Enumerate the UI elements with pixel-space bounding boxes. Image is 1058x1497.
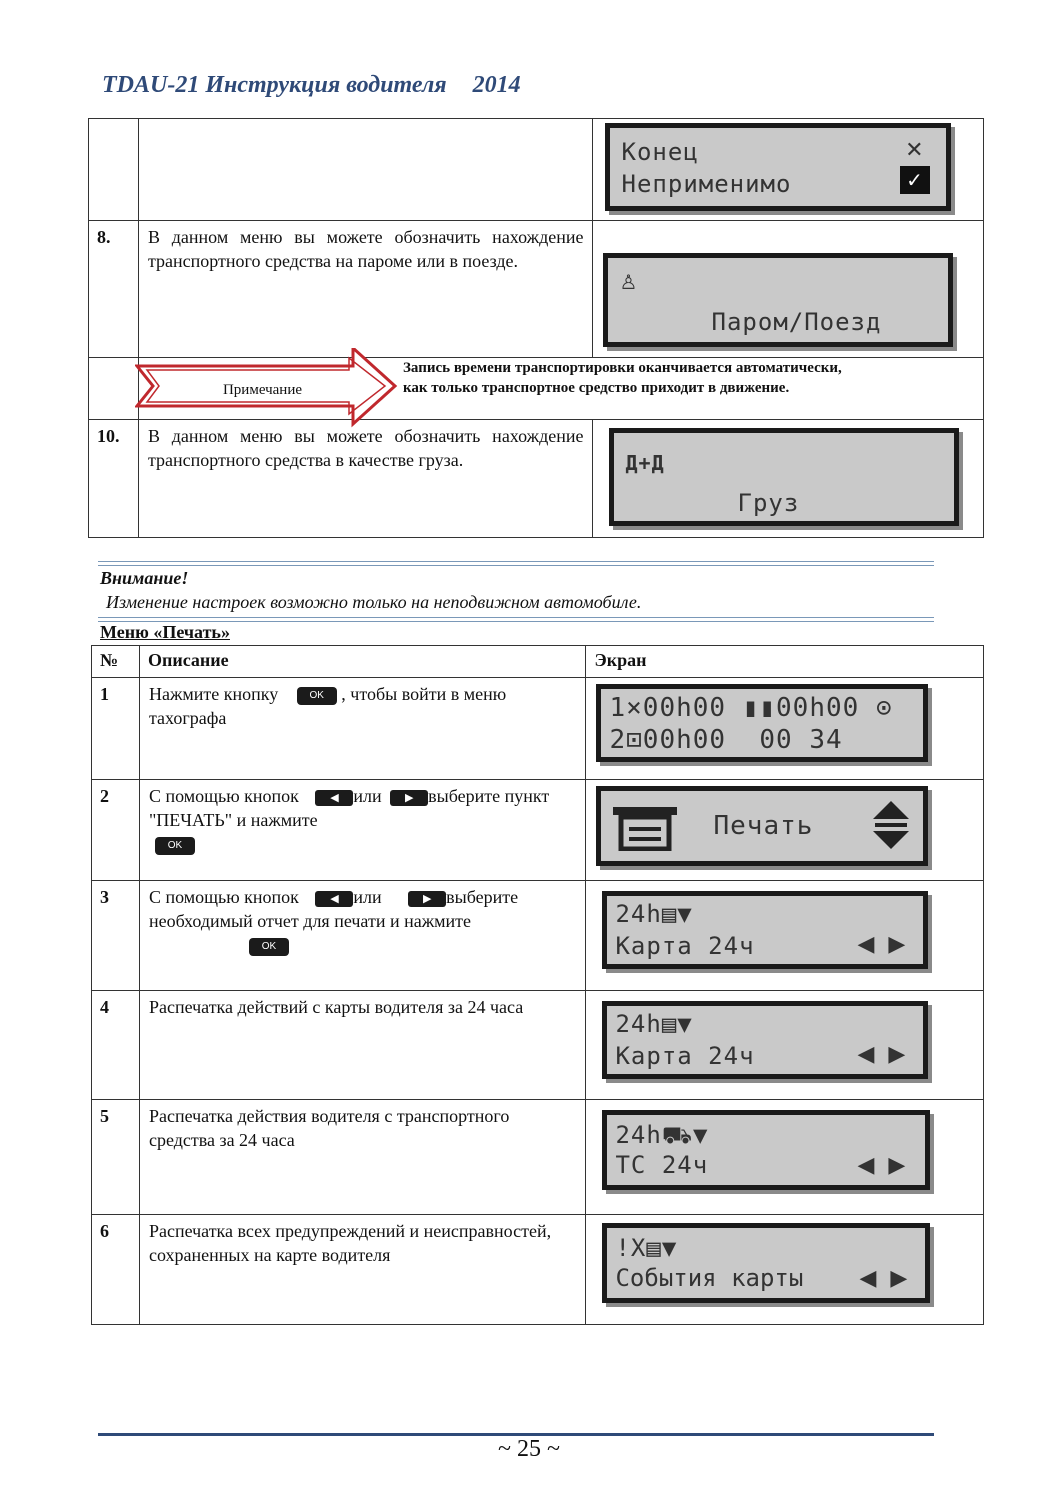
row-description: [139, 780, 586, 881]
right-arrow-button-icon: ▶: [390, 790, 428, 806]
menu-table-upper: [88, 118, 984, 538]
lcd-line-2: События карты: [615, 1264, 804, 1292]
attention-heading: Внимание!: [100, 568, 189, 588]
table-row: [92, 678, 984, 780]
lcd-line-1: 24h⛟▼: [615, 1121, 709, 1149]
row-number: 8.: [89, 221, 139, 358]
row-text: , чтобы войти в меню тахографа: [148, 684, 507, 728]
lcd-screen-card-24h: [602, 891, 928, 969]
row-text: выберите пункт "ПЕЧАТЬ" и нажмите: [148, 786, 550, 830]
row-text: Нажмите кнопку: [148, 684, 279, 704]
lcd-line-2: Карта 24ч: [615, 932, 755, 960]
row-text-or: или: [353, 786, 382, 806]
ok-button-icon: OK: [155, 837, 195, 855]
lcd-line-print: Печать: [713, 811, 814, 841]
lcd-line-1: 1⨯00h00 ▮▮00h00 ⊙: [609, 693, 893, 723]
lcd-line-1: 24h▤▼: [615, 900, 693, 928]
lcd-line-2: 2⊡00h00 00 34: [609, 725, 843, 755]
note-label: Примечание: [222, 382, 303, 398]
document-title: [102, 72, 521, 99]
row-number: 10.: [89, 420, 139, 538]
note-text: Запись времени транспортировки оканчивается автоматически, как только транспортное средство приходит в движение.: [402, 360, 842, 396]
row-text: С помощью кнопок: [148, 786, 299, 806]
table-row-note: [89, 358, 984, 420]
nav-arrows-icon: ◀▶: [857, 932, 920, 957]
header-screen: Экран: [586, 646, 984, 678]
lcd-line-1: !X▤▼: [615, 1234, 678, 1262]
document-title-text: TDAU-21 Инструкция водителя: [102, 72, 447, 98]
lcd-line-not-applicable: Неприменимо: [621, 170, 792, 198]
table-header-row: [92, 646, 984, 678]
document-year: 2014: [472, 72, 521, 98]
table-row: [92, 780, 984, 881]
row-description: [139, 881, 586, 991]
nav-arrows-icon: ◀▶: [859, 1266, 922, 1291]
nav-arrows-icon: ◀▶: [857, 1153, 920, 1178]
up-down-icon: [871, 799, 911, 851]
table-row: [89, 119, 984, 221]
row-description: Распечатка действия водителя с транспортного средства за 24 часа: [139, 1100, 586, 1215]
row-number: 4: [92, 991, 140, 1100]
row-number: 6: [92, 1215, 140, 1325]
lcd-screen-ferry-train: [603, 253, 953, 347]
right-arrow-button-icon: ▶: [408, 891, 446, 907]
checkmark-icon: ✓: [900, 166, 930, 194]
row-description: В данном меню вы можете обозначить нахождение транспортного средства на пароме или в поезде.: [138, 221, 592, 358]
row-number: 2: [92, 780, 140, 881]
lcd-screen-end-not-applicable: [605, 123, 951, 211]
printer-icon: [611, 799, 679, 851]
row-text-or: или: [353, 887, 382, 907]
table-row: [92, 881, 984, 991]
lcd-line-2: Карта 24ч: [615, 1042, 755, 1070]
table-row: [89, 221, 984, 358]
table-row: [92, 991, 984, 1100]
row-number: 1: [92, 678, 140, 780]
row-description: [139, 678, 586, 780]
header-description: Описание: [139, 646, 586, 678]
lcd-line-dd: Д+Д: [625, 451, 665, 475]
row-description: В данном меню вы можете обозначить нахождение транспортного средства в качестве груза.: [138, 420, 592, 538]
table-row: [92, 1215, 984, 1325]
nav-arrows-icon: ◀▶: [857, 1042, 920, 1067]
row-number: 5: [92, 1100, 140, 1215]
lcd-line-end: Конец: [621, 138, 699, 166]
print-menu-table: [91, 645, 984, 1325]
ok-button-icon: OK: [249, 938, 289, 956]
table-row: [92, 1100, 984, 1215]
page-number: ~ 25 ~: [498, 1436, 560, 1462]
lcd-screen-card-events: [602, 1223, 930, 1303]
row-number: 3: [92, 881, 140, 991]
lcd-screen-card-24h: [602, 1001, 928, 1079]
row-text: С помощью кнопок: [148, 887, 299, 907]
lcd-line-1: 24h▤▼: [615, 1010, 693, 1038]
ok-button-icon: OK: [297, 687, 337, 705]
left-arrow-button-icon: ◀: [315, 891, 353, 907]
row-description: Распечатка всех предупреждений и неисправностей, сохраненных на карте водителя: [139, 1215, 586, 1325]
lcd-line-2: ТС 24ч: [615, 1151, 709, 1179]
lcd-screen-main: [596, 684, 928, 762]
lcd-line-ferry-train: Паром/Поезд: [711, 308, 882, 336]
lcd-line-cargo: Груз: [737, 489, 800, 517]
lcd-screen-print: [596, 786, 928, 866]
ferry-train-icon: ♙: [619, 270, 638, 294]
lcd-screen-vehicle-24h: [602, 1110, 930, 1190]
row-text: выберите необходимый отчет для печати и нажмите: [148, 887, 519, 931]
print-menu-heading: Меню «Печать»: [100, 622, 230, 642]
lcd-screen-cargo: [609, 428, 959, 526]
cross-icon: ✕: [905, 138, 924, 163]
divider: [98, 561, 934, 566]
table-row: [89, 420, 984, 538]
header-num: №: [92, 646, 140, 678]
row-description: Распечатка действий с карты водителя за 24 часа: [139, 991, 586, 1100]
left-arrow-button-icon: ◀: [315, 790, 353, 806]
attention-body: Изменение настроек возможно только на неподвижном автомобиле.: [106, 592, 642, 612]
